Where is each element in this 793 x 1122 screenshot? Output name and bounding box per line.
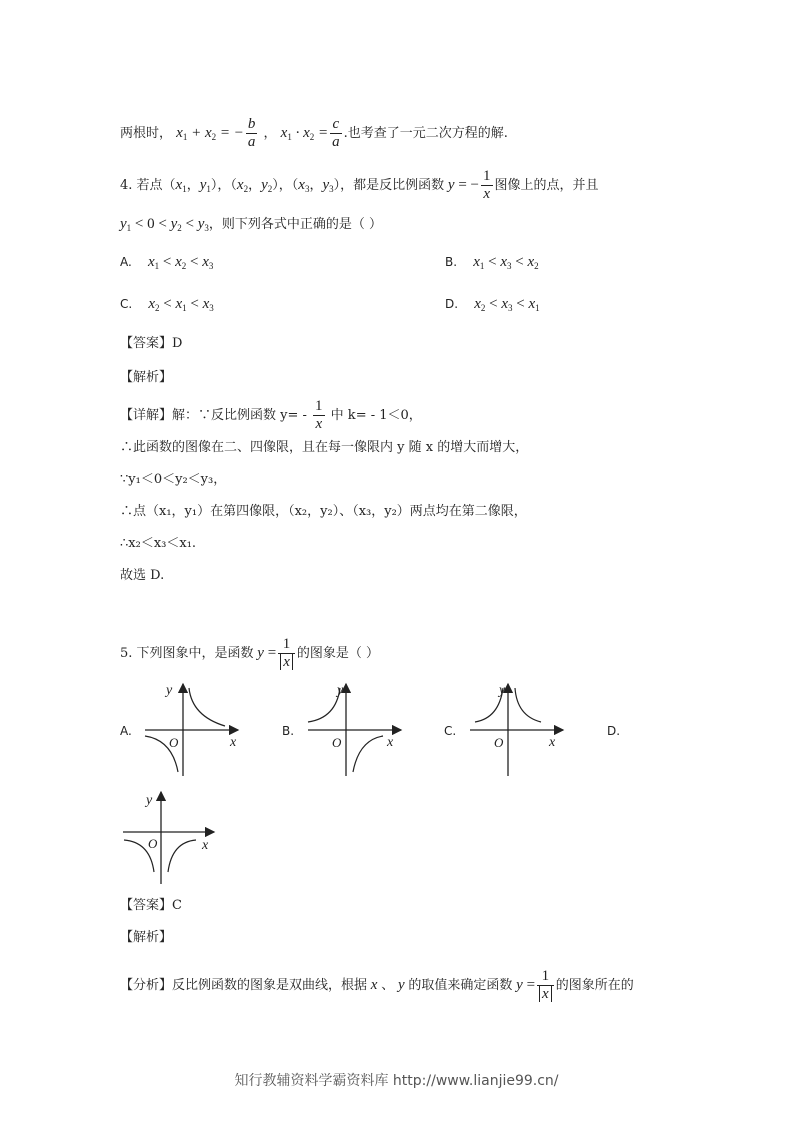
q4-detail-4: ∴点（x₁，y₁）在第四像限，（x₂，y₂）、（x₃，y₂）两点均在第二像限， (120, 504, 527, 519)
q4-detail-5: ∴x₂＜x₃＜x₁. (120, 536, 197, 551)
q4-detail-3: ∵y₁＜0＜y₂＜y₃， (120, 472, 227, 487)
fenxi-tag: 【分析】 (120, 978, 173, 993)
q5-answer (120, 894, 182, 913)
q5-answer-value: C (172, 898, 182, 913)
q4-cond-text: ，则下列各式中正确的是（ ） (208, 217, 383, 232)
opt-b-label: B. (445, 255, 458, 269)
q4-option-b[interactable]: B. $x_1 < x_3 < x_2$ (445, 254, 539, 271)
q4-option-d[interactable]: D. $x_2 < x_3 < x_1$ (445, 296, 540, 313)
q5-option-a-label[interactable]: A. (120, 724, 132, 738)
frac-1-x-detail: $\frac{1}{x}$ (315, 398, 323, 432)
fenxi-2: 、 (381, 978, 395, 993)
q5-fenxi: 【分析】反比例函数的图象是双曲线，根据 x 、 y 的取值来确定函数 y = $\frac{1}{x}$ 的图象所在的 (120, 968, 634, 1002)
q5-prefix: 5. 下列图象中，是函数 (120, 646, 254, 661)
fenxi-1: 反比例函数的图象是双曲线，根据 (172, 978, 368, 993)
graph-c-origin: O (494, 735, 504, 750)
detail-1a: 解：∵反比例函数 y= - (172, 408, 312, 423)
q5-option-c-label[interactable]: C. (444, 724, 457, 738)
graph-b[interactable] (303, 678, 413, 778)
graph-b-x: x (387, 735, 394, 750)
graph-a-y: y (166, 683, 173, 698)
q4-analysis-tag: 【解析】 (120, 370, 173, 385)
graph-a[interactable] (140, 678, 250, 778)
graph-a-x: x (230, 735, 237, 750)
q5-answer-tag: 【答案】 (120, 898, 173, 913)
graph-c[interactable] (465, 678, 575, 778)
q5-analysis-tag: 【解析】 (120, 930, 173, 945)
graph-a-origin: O (169, 735, 179, 750)
intro-line (120, 116, 508, 151)
frac-1-x: $\frac{1}{x}$ (483, 168, 491, 202)
opt-d-label: D. (445, 297, 459, 311)
q4-detail-6: 故选 D. (120, 568, 165, 583)
q5-option-d-label[interactable]: D. (607, 724, 621, 738)
graph-c-x: x (549, 735, 556, 750)
frac-c-a: $\frac{c}{a}$ (332, 116, 340, 150)
opt-a-label: A. (120, 255, 132, 269)
graph-b-y: y (337, 683, 344, 698)
frac-b-a: $\frac{b}{a}$ (247, 116, 256, 150)
q4-detail-1 (120, 398, 422, 433)
q5-suffix: 的图象是（ ） (296, 646, 379, 661)
graph-d[interactable] (118, 786, 228, 886)
vieta-product: $x_1 \cdot x_2$ = (280, 125, 329, 142)
graph-b-origin: O (332, 735, 342, 750)
intro-end: .也考查了一元二次方程的解. (343, 126, 508, 141)
comma: ， (263, 126, 277, 141)
detail-tag: 【详解】 (120, 408, 173, 423)
q4-answer (120, 332, 182, 351)
q5-stem: 5. 下列图象中，是函数 y = $\frac{1}{x}$ 的图象是（ ） (120, 636, 379, 670)
q4-end: 图像上的点，并且 (494, 178, 599, 193)
q4-option-a[interactable]: A. $x_1 < x_2 < x_3$ (120, 254, 214, 271)
q4-mid: ），都是反比例函数 (333, 178, 445, 193)
graph-d-x: x (202, 838, 209, 853)
q4-prefix: 4. 若点（ (120, 178, 176, 193)
graph-c-y: y (499, 683, 506, 698)
frac-1-absx-fenxi: $\frac{1}{x}$ (537, 968, 554, 1003)
footer-watermark[interactable]: 知行教辅资料学霸资料库 http://www.lianjie99.cn/ (234, 1073, 559, 1089)
fenxi-4: 的图象所在的 (555, 978, 634, 993)
q4-option-c[interactable]: C. $x_2 < x_1 < x_3$ (120, 296, 214, 313)
q4-condition: $y_1 < 0 < y_2 < y_3$，则下列各式中正确的是（ ） (120, 216, 383, 233)
q5-option-b-label[interactable]: B. (282, 724, 295, 738)
q4-stem: 4. 若点（$x_1$，$y_1$），（$x_2$，$y_2$），（$x_3$，$y_3$），都是反比例函数 y = − $\frac{1}{x}$ 图像上的点，并且 (120, 168, 599, 202)
frac-1-absx: $\frac{1}{x}$ (278, 636, 295, 671)
q4-detail-2: ∴此函数的图像在二、四像限，且在每一像限内 y 随 x 的增大而增大， (120, 440, 529, 455)
intro-text: 两根时， (120, 126, 173, 141)
opt-c-label: C. (120, 297, 133, 311)
fenxi-3: 的取值来确定函数 (408, 978, 513, 993)
graph-d-y: y (146, 793, 153, 808)
detail-1b: 中 k= - 1＜0， (326, 408, 422, 423)
graph-d-origin: O (148, 836, 158, 851)
answer-value: D (172, 336, 183, 351)
answer-tag: 【答案】 (120, 336, 173, 351)
vieta-sum: $x_1 + x_2$ = − (176, 125, 244, 142)
